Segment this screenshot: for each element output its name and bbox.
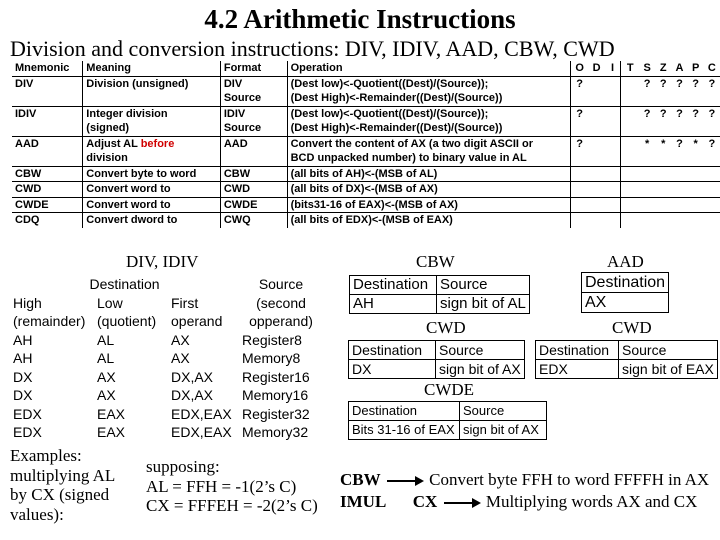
format-cell: IDIV [220,106,287,121]
examples-line: by CX (signed [10,485,110,504]
flag-p: ? [688,106,704,121]
imul-example [340,492,697,512]
flag-s: * [639,136,655,151]
operation-cell: (all bits of DX)<-(MSB of AX) [287,182,570,198]
operation-cell: Convert the content of AX (a two digit ASCII or [287,136,570,151]
cwde-dest-header: Destination [349,402,460,421]
mnemonic-cell: DIV [15,77,34,90]
table-row-idiv-cont [12,121,720,136]
cwd32-src-value: sign bit of EAX [619,360,718,379]
header-flag-t: T [621,61,639,76]
cwde-src-value: sign bit of AX [460,421,547,440]
instruction-table [12,61,720,228]
before-highlight: before [140,137,175,150]
meaning-cell: division [83,151,221,166]
source-header: Source [258,276,304,292]
destination-header: Destination [89,276,160,292]
meaning-cell: Convert dword to [83,213,221,228]
cbw-table [349,275,530,314]
header-flag-a: A [671,61,687,76]
flag-z: ? [659,77,667,90]
imul-operand: CX [412,492,438,511]
format-cell: Source [220,121,287,136]
cwde-label: CWDE [424,380,475,399]
flag-s: ? [643,77,651,90]
mnemonic-cell: CBW [12,166,83,182]
cwd32-dest-header: Destination [536,341,619,360]
flag-c: ? [704,106,720,121]
div-operand-table [10,275,323,442]
mnemonic-cell: IDIV [12,106,83,121]
flag-p: ? [692,77,699,90]
table-row: DX AX DX,AX Memory16 [13,387,309,403]
cbw-keyword: CBW [340,470,381,489]
cwd-src-value: sign bit of AX [436,360,525,379]
table-row: DX AX DX,AX Register16 [13,368,310,385]
flag-a: ? [671,106,687,121]
flag-a: ? [671,136,687,151]
cwd32-dest-value: EDX [536,360,619,379]
header-flag-c: C [704,61,720,76]
header-format: Format [220,61,287,76]
header-flag-d: D [588,61,604,76]
table-row-cwde [12,197,720,213]
col-second: (second [256,294,306,311]
header-flag-z: Z [655,61,671,76]
table-row-cbw [12,166,720,182]
cwd-src-header: Source [436,341,525,360]
cbw-src-value: sign bit of AL [437,295,530,314]
table-row: EDX EAX EDX,EAX Memory32 [13,424,309,440]
meaning-cell: (signed) [83,121,221,136]
div-idiv-label: DIV, IDIV [126,252,199,271]
table-row-cdq [12,213,720,228]
cwd32-src-header: Source [619,341,718,360]
aad-label: AAD [607,252,644,271]
page-subtitle: Division and conversion instructions: DIV, IDIV, AAD, CBW, CWD [10,36,615,61]
supposing-block [146,457,318,516]
operation-cell: (Dest low)<-Quotient((Dest)/(Source)); [287,106,570,121]
flag-o: ? [570,106,588,121]
mnemonic-cell: AAD [12,136,83,151]
header-flag-o: O [570,61,588,76]
cwd-dest-header: Destination [349,341,436,360]
meaning-cell: Division (unsigned) [83,76,221,91]
examples-heading: Examples: [10,446,82,465]
cwde-dest-value: Bits 31-16 of EAX [349,421,460,440]
table-header-row [12,61,720,76]
flag-a: ? [676,77,683,90]
header-operation: Operation [287,61,570,76]
operation-cell: (Dest High)<-Remainder((Dest)/(Source)) [287,91,570,106]
imul-keyword: IMUL [340,492,387,511]
col-low-sub: (quotient) [97,313,157,329]
format-cell: CWDE [220,197,287,213]
table-row-div-cont [12,91,720,106]
supposing-heading: supposing: [146,457,220,476]
cbw-label: CBW [416,252,455,271]
table-row: AH AL AX Memory8 [13,350,301,366]
header-meaning: Meaning [83,61,221,76]
format-cell: CWD [220,182,287,198]
format-cell: CWQ [220,213,287,228]
header-flag-i: I [605,61,621,76]
flag-o: ? [570,76,588,91]
mnemonic-cell: CWDE [12,197,83,213]
format-cell: AAD [220,136,287,151]
col-high-sub: (remainder) [13,313,86,329]
flag-z: * [655,136,671,151]
meaning-cell: Adjust AL before [83,136,221,151]
cbw-dest-header: Destination [350,276,437,295]
header-flag-s: S [639,61,655,76]
table-row-idiv [12,106,720,121]
meaning-cell: Convert byte to word [83,166,221,182]
supposing-al: AL = FFH = -1(2’s C) [146,476,297,496]
col-second-sub: opperand) [249,313,313,329]
cwd-dest-value: DX [349,360,436,379]
meaning-cell: Convert word to [83,182,221,198]
col-low: Low [97,294,123,311]
aad-dest-header: Destination [582,273,669,293]
table-row-div [12,76,720,91]
format-cell: DIV [220,76,287,91]
flag-c: ? [708,77,716,90]
cwde-table [348,401,547,440]
cwd-table [348,340,525,379]
format-cell: Source [220,91,287,106]
flag-z: ? [655,106,671,121]
table-row-aad [12,136,720,151]
cbw-dest-value: AH [350,295,437,314]
cbw-example [340,470,709,490]
arrow-right-icon [385,475,425,487]
operation-cell: (Dest low)<-Quotient((Dest)/(Source)); [287,76,570,91]
imul-description: Multiplying words AX and CX [485,492,698,511]
flag-c: ? [704,136,720,151]
operation-cell: (all bits of AH)<-(MSB of AL) [287,166,570,182]
supposing-cx: CX = FFFEH = -2(2’s C) [146,496,318,515]
col-high: High [13,294,42,311]
format-cell: CBW [220,166,287,182]
operation-cell: (bits31-16 of EAX)<-(MSB of AX) [287,197,570,213]
table-row: AH AL AX Register8 [13,331,302,348]
col-first: First [171,294,199,311]
meaning-cell: Convert word to [83,197,221,213]
table-row-aad-cont [12,151,720,166]
cbw-src-header: Source [437,276,530,295]
page-title: 4.2 Arithmetic Instructions [204,4,516,34]
examples-line: multiplying AL [10,465,116,485]
cwd-32-table [535,340,718,379]
meaning-cell: Integer division [83,106,221,121]
cwd-32-label: CWD [612,318,652,337]
arrow-right-icon [442,497,482,509]
flag-p: * [688,136,704,151]
mnemonic-cell: CDQ [12,213,83,228]
flag-o: ? [570,136,588,151]
cbw-description: Convert byte FFH to word FFFFH in AX [429,470,710,489]
mnemonic-cell: CWD [12,182,83,198]
table-row-cwd [12,182,720,198]
operation-cell: (all bits of EDX)<-(MSB of EAX) [287,213,570,228]
header-flag-p: P [688,61,704,76]
table-row: EDX EAX EDX,EAX Register32 [13,405,310,422]
flag-s: ? [639,106,655,121]
operation-cell: BCD unpacked number) to binary value in AL [287,151,570,166]
operation-cell: (Dest High)<-Remainder((Dest)/(Source)) [287,121,570,136]
header-mnemonic: Mnemonic [12,61,83,76]
col-first-sub: operand [171,313,223,329]
cwde-src-header: Source [460,402,547,421]
aad-table [581,272,669,313]
cwd-label: CWD [426,318,466,337]
aad-dest-value: AX [582,293,669,313]
examples-block [10,446,115,524]
examples-line: values): [10,504,64,524]
